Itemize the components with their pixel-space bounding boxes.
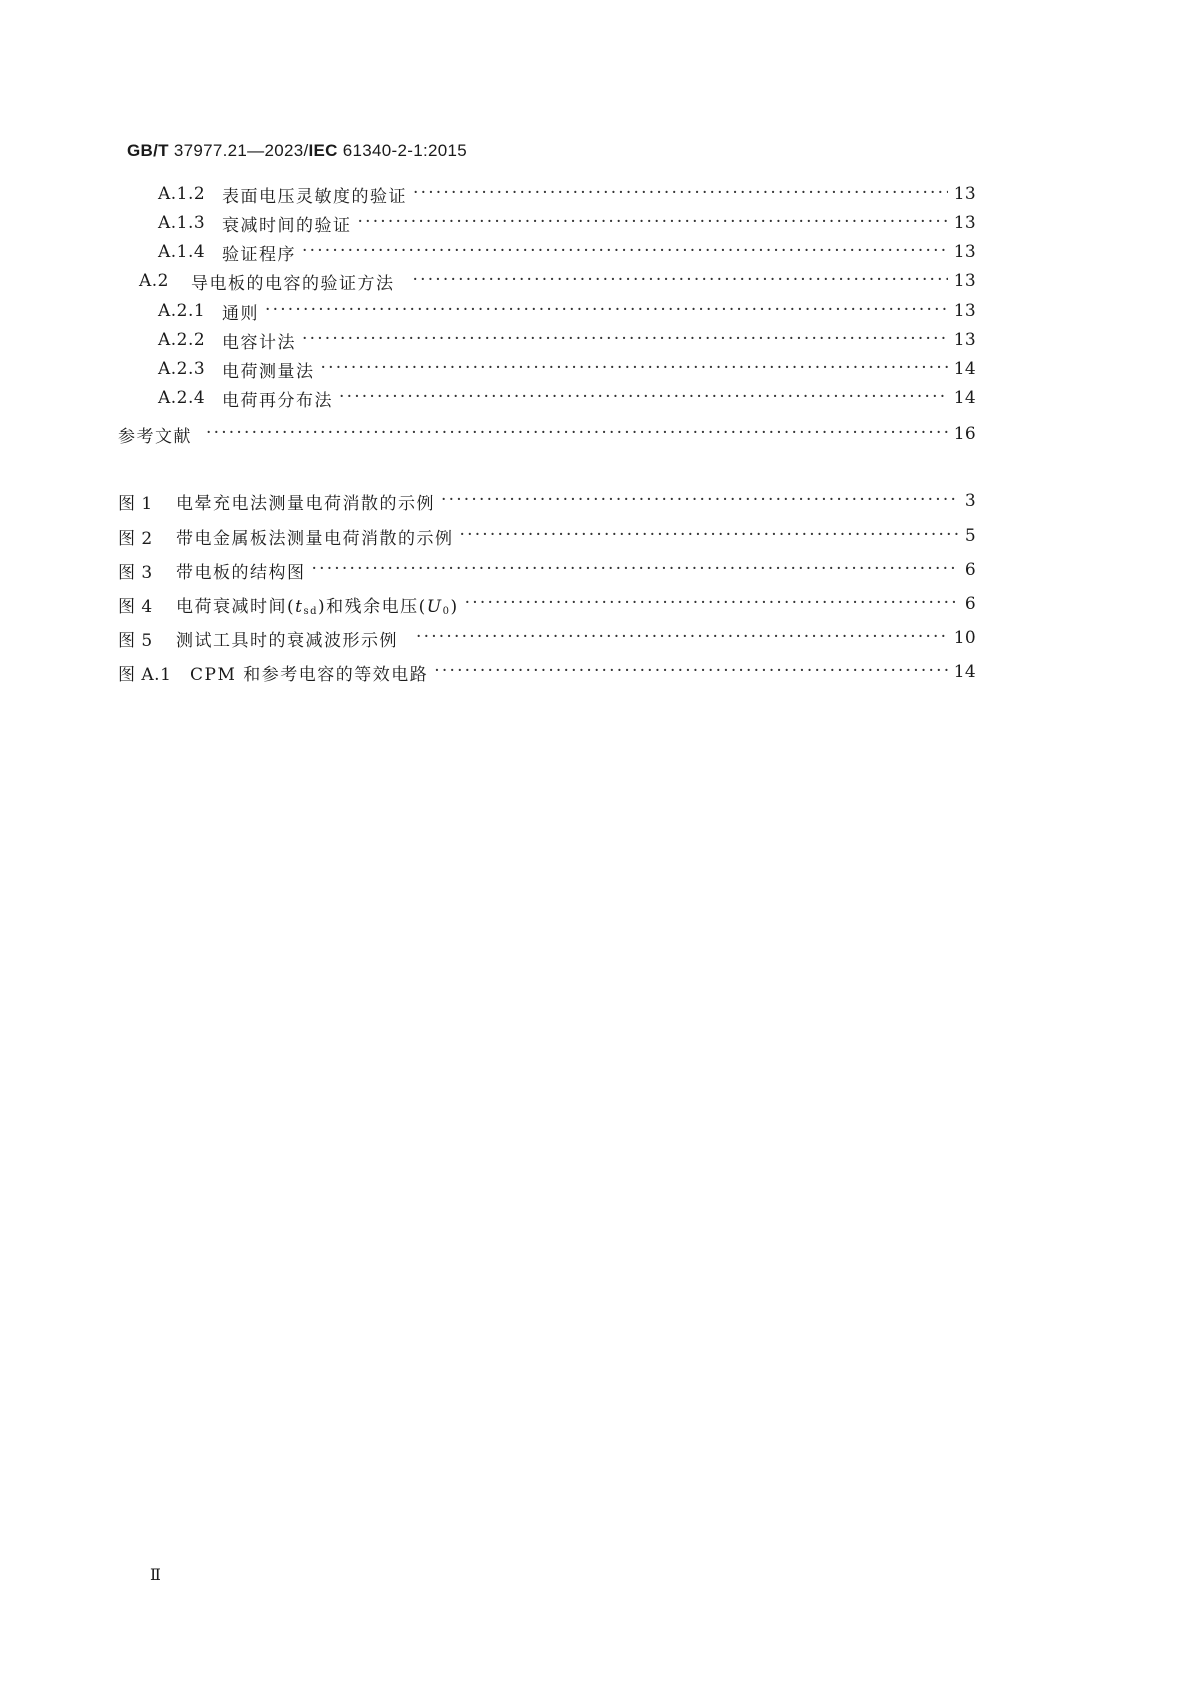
toc-entry-page: 13: [953, 213, 976, 233]
toc-entry-number: A.2: [139, 271, 169, 291]
toc-leader-dots: [413, 268, 948, 294]
toc-leader-dots: [416, 625, 948, 651]
figure-title: 带电金属板法测量电荷消散的示例: [176, 528, 454, 549]
subscript-sd: sd: [303, 605, 319, 617]
figure-number: 图 2: [118, 528, 153, 549]
figure-page: 6: [964, 560, 976, 580]
toc-entry-page: 14: [953, 388, 976, 408]
figure-title-part: 电荷衰减时间(: [176, 596, 296, 617]
toc-leader-dots: [312, 557, 959, 583]
figure-title: 电晕充电法测量电荷消散的示例: [176, 493, 435, 514]
toc-entry-number: A.2.3: [158, 359, 206, 379]
toc-leader-dots: [302, 239, 948, 265]
figure-page: 10: [953, 628, 976, 648]
toc-entry-number: A.1.4: [158, 242, 206, 262]
toc-entry-page: 13: [953, 271, 976, 291]
toc-entry-number: A.2.2: [158, 330, 206, 350]
toc-entry-title: 电荷测量法: [222, 361, 315, 382]
figure-number: 图 3: [118, 562, 153, 583]
toc-entry-title: 参考文献: [118, 426, 192, 447]
header-std-number: 37977.21—2023/: [168, 141, 309, 160]
toc-entry-references[interactable]: [118, 421, 976, 447]
toc-entry[interactable]: [158, 356, 976, 382]
toc-leader-dots: [441, 488, 959, 514]
figure-page: 14: [953, 662, 976, 682]
toc-entry-title: 导电板的电容的验证方法: [191, 273, 395, 294]
toc-entry-page: 13: [953, 330, 976, 350]
figure-number: 图 A.1: [118, 664, 172, 685]
toc-entry-number: A.2.4: [158, 388, 206, 408]
figure-title-part: ): [450, 596, 459, 617]
toc-entry[interactable]: [158, 327, 976, 353]
toc-leader-dots: [413, 181, 948, 207]
toc-leader-dots: [302, 327, 948, 353]
figure-page: 6: [964, 594, 976, 614]
toc-entry-title: 表面电压灵敏度的验证: [222, 186, 407, 207]
header-std-id: GB/T: [127, 141, 169, 160]
toc-entry-number: A.2.1: [158, 301, 206, 321]
figure-title: CPM 和参考电容的等效电路: [190, 664, 429, 685]
toc-entry-number: A.1.3: [158, 213, 206, 233]
toc-entry-page: 13: [953, 242, 976, 262]
symbol-u: U: [426, 596, 443, 617]
toc-entry-title: 通则: [222, 303, 259, 324]
toc-entry-page: 16: [953, 424, 976, 444]
toc-entry-page: 14: [953, 359, 976, 379]
toc-leader-dots: [206, 421, 948, 447]
toc-entry[interactable]: [158, 385, 976, 411]
page-number-footer: Ⅱ: [150, 1565, 161, 1584]
figure-number: 图 5: [118, 630, 153, 651]
toc-leader-dots: [265, 298, 948, 324]
figure-number: 图 1: [118, 493, 153, 514]
figure-list-entry[interactable]: [118, 523, 976, 549]
toc-leader-dots: [465, 591, 959, 617]
toc-leader-dots: [321, 356, 948, 382]
toc-entry[interactable]: [158, 181, 976, 207]
header-iec-number: 61340-2-1:2015: [337, 141, 468, 160]
toc-entry[interactable]: [158, 239, 976, 265]
figure-list-entry[interactable]: [118, 591, 976, 617]
toc-entry[interactable]: [158, 298, 976, 324]
toc-entry-page: 13: [953, 184, 976, 204]
toc-leader-dots: [358, 210, 948, 236]
toc-leader-dots: [434, 659, 948, 685]
symbol-t: t: [295, 596, 304, 617]
figure-list-entry[interactable]: [118, 659, 976, 685]
header-iec-label: IEC: [308, 141, 338, 160]
figure-page: 5: [964, 526, 976, 546]
toc-entry-title: 验证程序: [222, 244, 296, 265]
figure-page: 3: [964, 491, 976, 511]
toc-entry[interactable]: [158, 210, 976, 236]
toc-entry-title: 衰减时间的验证: [222, 215, 352, 236]
toc-entry-number: A.1.2: [158, 184, 206, 204]
toc-entry-page: 13: [953, 301, 976, 321]
toc-leader-dots: [339, 385, 948, 411]
figure-list-entry[interactable]: [118, 488, 976, 514]
figure-title: 带电板的结构图: [176, 562, 306, 583]
toc-entry-title: 电荷再分布法: [222, 390, 333, 411]
figure-list-entry[interactable]: [118, 625, 976, 651]
document-header: [127, 141, 467, 161]
toc-entry-title: 电容计法: [222, 332, 296, 353]
figure-title: [176, 592, 459, 617]
subscript-zero: 0: [442, 605, 451, 617]
toc-leader-dots: [460, 523, 959, 549]
figure-title: 测试工具时的衰减波形示例: [176, 630, 398, 651]
figure-number: 图 4: [118, 596, 153, 617]
toc-entry[interactable]: [139, 268, 976, 294]
figure-title-part: )和残余电压(: [318, 596, 427, 617]
figure-list-entry[interactable]: [118, 557, 976, 583]
